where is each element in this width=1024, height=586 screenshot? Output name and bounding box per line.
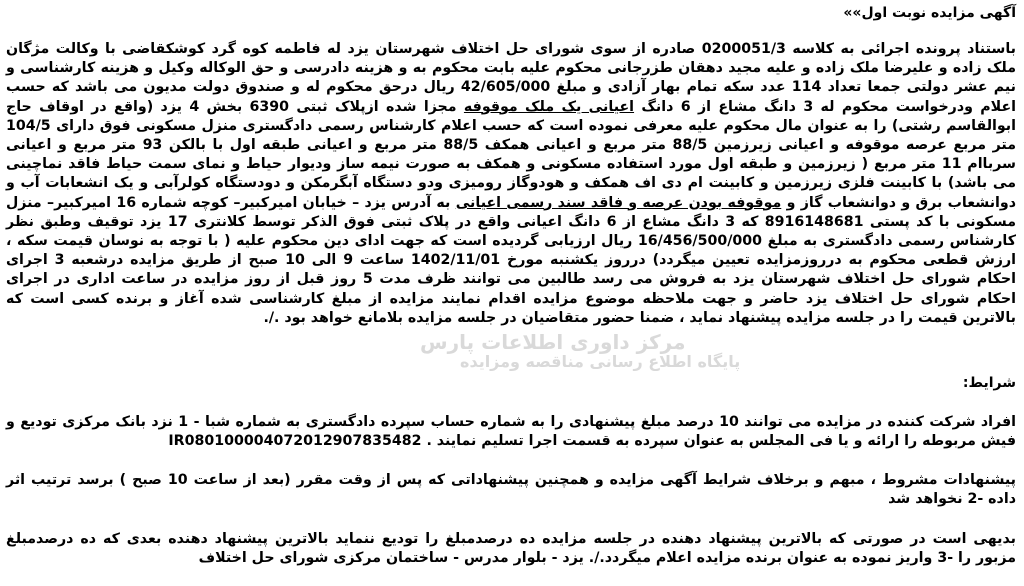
notice-title: آگهی مزایده نوبت اول»» [843,5,1016,21]
condition-item-1: افراد شرکت کننده در مزایده می توانند 10 درصد مبلغ پیشنهادی را به شماره حساب سپرده دادگستری به شماره شبا - 1 نزد بانک مرکزی تودیع و فیش مربوطه را ارائه و یا فی المجلس به عنوان سپرده به قسمت اجرا تسلیم نمایند . IR080100004072012907835482 [6,414,1016,450]
watermark-line-2: پایگاه اطلاع رسانی مناقصه ومزایده [460,352,741,371]
body-text-part-2: مجزا شده ازپلاک ثبتی 6390 بخش 4 یزد (واقع در اوقاف حاج ابوالقاسم رشتی) را به عنوان مال محکوم علیه معرفی نموده است که حسب اعلام کارشناس رسمی دادگستری منزل مسکونی فوق دارای 104/5 متر مربع عرصه موقوفه و اعیانی زیرزمین 88/5 متر مربع و اعیانی همکف 88/5 متر مربع و اعیانی طبقه اول با بالکن 93 متر مربع و اعیانی سرباام 11 متر مربع ( زیرزمین و طبقه اول مورد استفاده مسکونی و همکف به صورت نیمه ساز ودیوار حیاط و نمای سمت حیاط فاقد نماچینی می باشد) با کابینت فلزی زیرزمین و کابینت ام دی اف همکف و هودوگاز رومیزی ودو دستگاه آبگرمکن و دودستگاه کولرآبی و یک انشعابات آب و دوانشعاب برق و دوانشعاب گاز و [6,98,1016,211]
condition-item-2: پیشنهادات مشروط ، مبهم و برخلاف شرایط آگهی مزایده و همچنین پیشنهاداتی که پس از وقت مقرر (بعد از ساعت 10 صبح ) برسد ترتیب اثر داده -2 نخواهد شد [6,472,1017,508]
watermark-line-1: مرکز داوری اطلاعات پارس [420,330,686,354]
underlined-phrase-property: اعیانی یک ملک موقوفه [463,98,635,115]
condition-item-3: بدیهی است در صورتی که بالاترین پیشنهاد دهنده در جلسه مزایده ده درصدمبلغ را تودیع ننماید بالاترین پیشنهاد دهنده بعدی که ده درصدمبلغ مزبور را -3 واریز نموده به عنوان برنده مزایده اعلام میگردد./. یزد - بلوار مدرس - ساختمان مرکزی شورای حل اختلاف [6,531,1016,567]
auction-notice [6,0,1018,586]
conditions-heading: شرایط: [962,375,1016,391]
underlined-phrase-deed: موقوفه بودن عرصه و فاقد سند رسمی اعیانی [455,194,782,211]
body-text-part-3: به آدرس یزد – خیابان امیرکبیر– کوچه شماره 16 امیرکبیر– منزل مسکونی با کد پستی 8916148681 که 3 دانگ مشاع از 6 دانگ اعیانی واقع در پلاک ثبتی فوق الذکر توسط کلانتری 17 یزد توقیف وطبق نظر کارشناس رسمی دادگستری به مبلغ 16/456/500/000 ریال ارزیابی گردیده است که جهت ادای دین محکوم علیه ( با توجه به نوسان قیمت سکه ، ارزش قطعی محکوم به درروزمزایده تعیین میگردد) درروز یکشنبه مورخ 1402/11/01 ساعت 9 الی 10 صبح از طریق مزایده درشعبه 3 اجرای احکام شورای حل اختلاف شهرستان یزد به فروش می رسد طالبین می توانند ظرف مدت 5 روز قبل از روز مزایده در ساعت اداری در اجرای احکام شورای حل اختلاف یزد حاضر و جهت ملاحظه موضوع مزایده اقدام نمایند مزایده از مبلغ کارشناسی شده آغاز و برنده کسی است که بالاترین قیمت را در جلسه مزایده پیشنهاد نماید ، ضمنا حضور متقاضیان در جلسه مزایده بلامانع خواهد بود ./. [6,194,1016,326]
body-text-part-1: باستناد پرونده اجرائی به کلاسه 0200051/3 صادره از سوی شورای حل اختلاف شهرستان یزد له فاطمه کوه گرد کوشکقاضی با وکالت مژگان ملک زاده و علیرضا ملک زاده و علیه مجید دهقان طزرجانی محکوم علیه بابت محکوم به و هزینه دادرسی و حق الوکاله وکیل و هزینه کارشناسی و نیم عشر دولتی جمعا تعداد 114 عدد سکه تمام بهار آزادی و مبلغ 42/605/000 ریال درحق محکوم له و صندوق دولت مدیون می باشد که حسب اعلام ودرخواست محکوم له 3 دانگ مشاع از 6 دانگ [6,41,1017,115]
notice-body-paragraph [6,40,1016,328]
